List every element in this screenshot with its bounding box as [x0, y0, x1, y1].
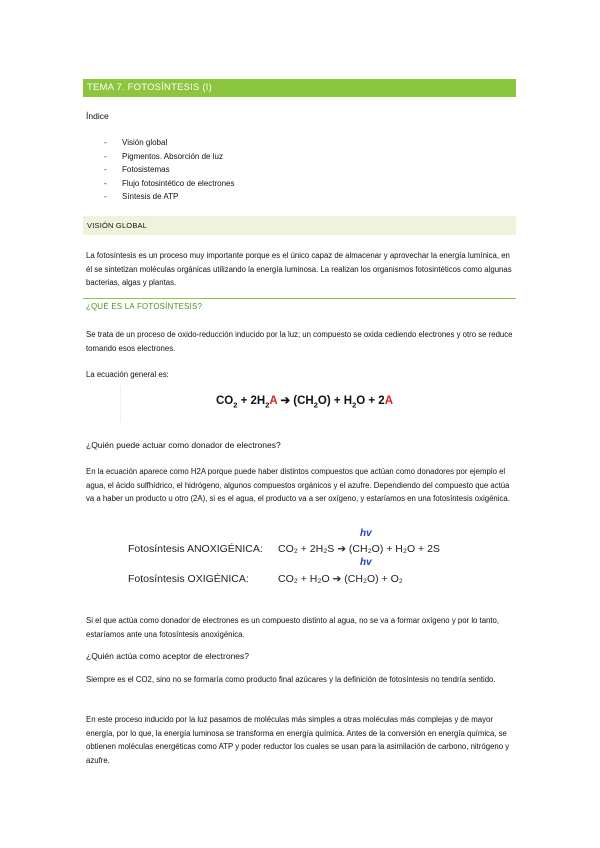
document-title: TEMA 7. FOTOSÍNTESIS (I) — [83, 79, 516, 97]
section-divider — [83, 298, 516, 299]
paragraph-definition: Se trata de un proceso de oxido-reducción inducido por la luz; un compuesto se oxida cediendo electrones y otro se reduce tomando esos electrones. — [86, 330, 513, 353]
hv-label: hv — [360, 528, 372, 539]
subheading-que-es: ¿QUÉ ES LA FOTOSÍNTESIS? — [86, 302, 203, 311]
paragraph-anoxygenic: Si el que actúa como donador de electrones es un compuesto distinto al agua, no se va a formar oxígeno y por lo tanto, estaríamos ante una fotosíntesis anoxigénica. — [86, 616, 500, 639]
photosynthesis-types-figure: hv Fotosíntesis ANOXIGÉNICA: CO₂ + 2H₂S ➔ (CH₂O) + H₂O + 2S hv Fotosíntesis OXIGÉNICA: CO₂ + H₂O ➔ (CH₂O) + O₂ — [128, 528, 440, 585]
question-donor: ¿Quién puede actuar como donador de electrones? — [86, 440, 281, 450]
paragraph-intro: La fotosíntesis es un proceso muy importante porque es el único capaz de almacenar y aprovechar la energía lumínica, en él se sintetizan moléculas orgánicas utilizando la energía luminosa. La realizan los organismos fotosintéticos como algunas bacterias, algas y plantas. — [86, 251, 512, 287]
hv-label: hv — [360, 557, 372, 568]
paragraph-energy: En este proceso inducido por la luz pasamos de moléculas más simples a otras moléculas más complejas y de mayor energía, por lo que, la energía luminosa se transforma en energía química. Antes de la conversión en energía química, se obtienen moléculas energéticas como ATP y poder reductor los cuales se usan para la asimilación de carbono, nitrógeno y azufre. — [86, 715, 510, 765]
table-of-contents — [104, 136, 235, 204]
toc-item: - Pigmentos. Absorción de luz — [104, 151, 223, 161]
question-acceptor: ¿Quién actúa como aceptor de electrones? — [86, 651, 250, 661]
toc-item: - Síntesis de ATP — [104, 192, 179, 201]
index-heading: Índice — [86, 111, 109, 121]
general-equation: $CO_2 + 2H_2A$ ➔ $(CH_2O) + H_2O + 2A$ — [216, 395, 394, 410]
paragraph-donors: En la ecuación aparece como H2A porque puede haber distintos compuestos que actúan como donadores por ejemplo el agua, el ácido sulfhídrico, el hidrógeno, algunos compuestos orgánicos y el azufre. Dependiendo del compuesto que actúa va a haber un producto u otro (2A), si es el agua, el producto va a ser oxígeno, y estaríamos en una fotosíntesis oxigénica. — [86, 467, 510, 503]
paragraph-acceptor: Siempre es el CO2, sino no se formaría como producto final azúcares y la definición de fotosíntesis no tendría sentido. — [86, 675, 496, 684]
toc-item: - Visión global — [104, 138, 168, 147]
paragraph-general-equation: La ecuación general es: — [86, 370, 169, 379]
section-heading-vision-global: VISIÓN GLOBAL — [83, 216, 516, 235]
toc-item: - Flujo fotosintético de electrones — [104, 178, 235, 188]
toc-item: - Fotosistemas — [104, 165, 170, 174]
